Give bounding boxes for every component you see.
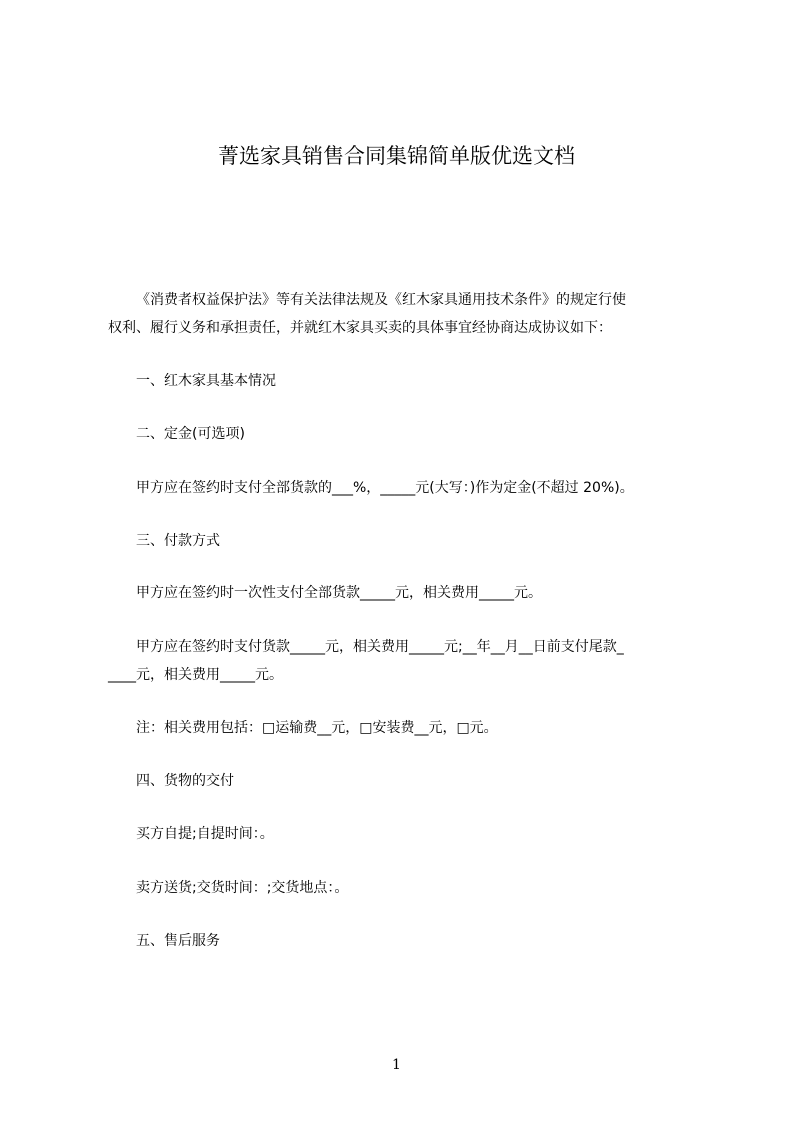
payment-installment-line-2: ____元，相关费用_____元。 <box>108 667 283 683</box>
section-heading-2: 二、定金(可选项) <box>136 426 245 442</box>
section-heading-5: 五、售后服务 <box>136 933 220 949</box>
section-heading-3: 三、付款方式 <box>136 533 220 549</box>
section-heading-4: 四、货物的交付 <box>136 773 234 789</box>
document-title: 菁选家具销售合同集锦简单版优选文档 <box>218 144 575 168</box>
payment-installment-line-1: 甲方应在签约时支付货款_____元，相关费用_____元;__年__月__日前支付尾款_ <box>136 639 624 655</box>
fees-note-paragraph: 注：相关费用包括：□运输费__元，□安装费__元，□元。 <box>136 720 498 736</box>
intro-paragraph-line-2: 权利、履行义务和承担责任，并就红木家具买卖的具体事宜经协商达成协议如下： <box>108 320 612 336</box>
payment-lump-sum-paragraph: 甲方应在签约时一次性支付全部货款_____元，相关费用_____元。 <box>136 585 542 601</box>
seller-delivery-paragraph: 卖方送货;交货时间：;交货地点：。 <box>136 880 349 896</box>
page-number: 1 <box>392 1057 401 1073</box>
section-heading-1: 一、红木家具基本情况 <box>136 373 276 389</box>
buyer-pickup-paragraph: 买方自提;自提时间：。 <box>136 826 274 842</box>
deposit-paragraph: 甲方应在签约时支付全部货款的___%，_____元(大写：)作为定金(不超过 20%)。 <box>136 480 634 496</box>
intro-paragraph-line-1: 《消费者权益保护法》等有关法律法规及《红木家具通用技术条件》的规定行使 <box>136 292 626 308</box>
